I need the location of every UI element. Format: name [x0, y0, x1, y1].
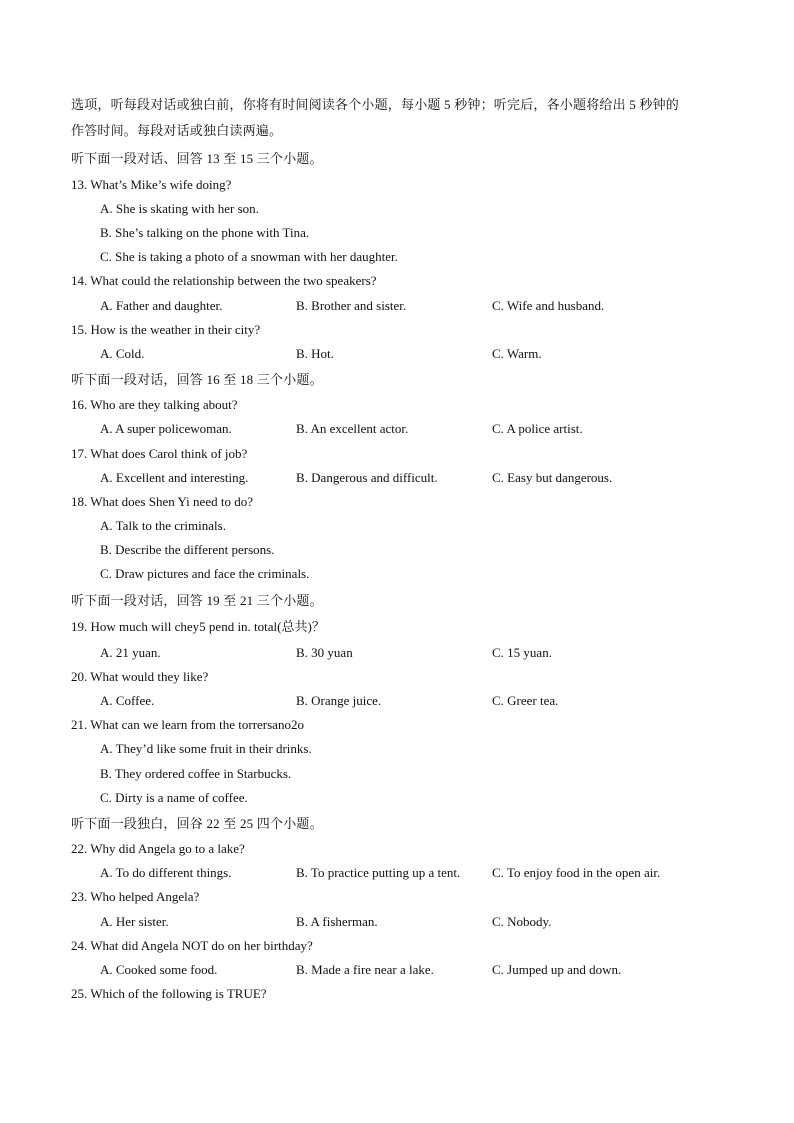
question-21: 21. What can we learn from the torrersano2o [71, 717, 304, 732]
option-13c: C. She is taking a photo of a snowman with her daughter. [100, 249, 398, 264]
option-19c: C. 15 yuan. [492, 645, 552, 660]
option-13a: A. She is skating with her son. [100, 201, 259, 216]
option-17c: C. Easy but dangerous. [492, 470, 613, 485]
option-19b: B. 30 yuan [296, 645, 353, 660]
question-18: 18. What does Shen Yi need to do? [71, 494, 253, 509]
question-17: 17. What does Carol think of job? [71, 446, 248, 461]
section-header: 听下面一段独白，回谷 22 至 25 四个小题。 [71, 816, 323, 831]
section-header: 听下面一段对话，回答 16 至 18 三个小题。 [71, 372, 323, 387]
option-22a: A. To do different things. [100, 865, 232, 880]
question-22: 22. Why did Angela go to a lake? [71, 841, 245, 856]
option-21c: C. Dirty is a name of coffee. [100, 790, 248, 805]
option-17a: A. Excellent and interesting. [100, 470, 249, 485]
question-23: 23. Who helped Angela? [71, 889, 200, 904]
option-22c: C. To enjoy food in the open air. [492, 865, 661, 880]
option-23c: C. Nobody. [492, 914, 552, 929]
option-20b: B. Orange juice. [296, 693, 382, 708]
option-15c: C. Warm. [492, 346, 542, 361]
option-21b: B. They ordered coffee in Starbucks. [100, 766, 292, 781]
option-15a: A. Cold. [100, 346, 145, 361]
option-23b: B. A fisherman. [296, 914, 378, 929]
section-header: 听下面一段对话、回答 13 至 15 三个小题。 [71, 151, 323, 166]
question-15: 15. How is the weather in their city? [71, 322, 261, 337]
instructions-line-1: 选项，听每段对话或独白前，你将有时间阅读各个小题，每小题 5 秒钟；听完后，各小题将给出 5 秒钟的 [71, 97, 680, 112]
option-21a: A. They’d like some fruit in their drinks. [100, 741, 312, 756]
option-24a: A. Cooked some food. [100, 962, 218, 977]
question-24: 24. What did Angela NOT do on her birthday? [71, 938, 313, 953]
option-23a: A. Her sister. [100, 914, 169, 929]
option-13b: B. She’s talking on the phone with Tina. [100, 225, 310, 240]
option-22b: B. To practice putting up a tent. [296, 865, 461, 880]
option-14c: C. Wife and husband. [492, 298, 605, 313]
question-14: 14. What could the relationship between the two speakers? [71, 273, 377, 288]
option-20a: A. Coffee. [100, 693, 155, 708]
instructions-line-2: 作答时间。每段对话或独白读两遍。 [71, 123, 283, 138]
option-17b: B. Dangerous and difficult. [296, 470, 438, 485]
section-header: 听下面一段对话，回答 19 至 21 三个小题。 [71, 593, 323, 608]
question-19: 19. How much will chey5 pend in. total(总共)？ [71, 619, 325, 634]
option-20c: C. Greer tea. [492, 693, 559, 708]
option-15b: B. Hot. [296, 346, 334, 361]
option-16b: B. An excellent actor. [296, 421, 409, 436]
question-25: 25. Which of the following is TRUE? [71, 986, 267, 1001]
option-18a: A. Talk to the criminals. [100, 518, 226, 533]
option-19a: A. 21 yuan. [100, 645, 161, 660]
option-14b: B. Brother and sister. [296, 298, 407, 313]
option-16a: A. A super policewoman. [100, 421, 232, 436]
option-24c: C. Jumped up and down. [492, 962, 622, 977]
question-20: 20. What would they like? [71, 669, 209, 684]
option-18c: C. Draw pictures and face the criminals. [100, 566, 310, 581]
question-13: 13. What’s Mike’s wife doing? [71, 177, 232, 192]
option-24b: B. Made a fire near a lake. [296, 962, 434, 977]
option-14a: A. Father and daughter. [100, 298, 223, 313]
question-16: 16. Who are they talking about? [71, 397, 238, 412]
option-16c: C. A police artist. [492, 421, 583, 436]
option-18b: B. Describe the different persons. [100, 542, 275, 557]
